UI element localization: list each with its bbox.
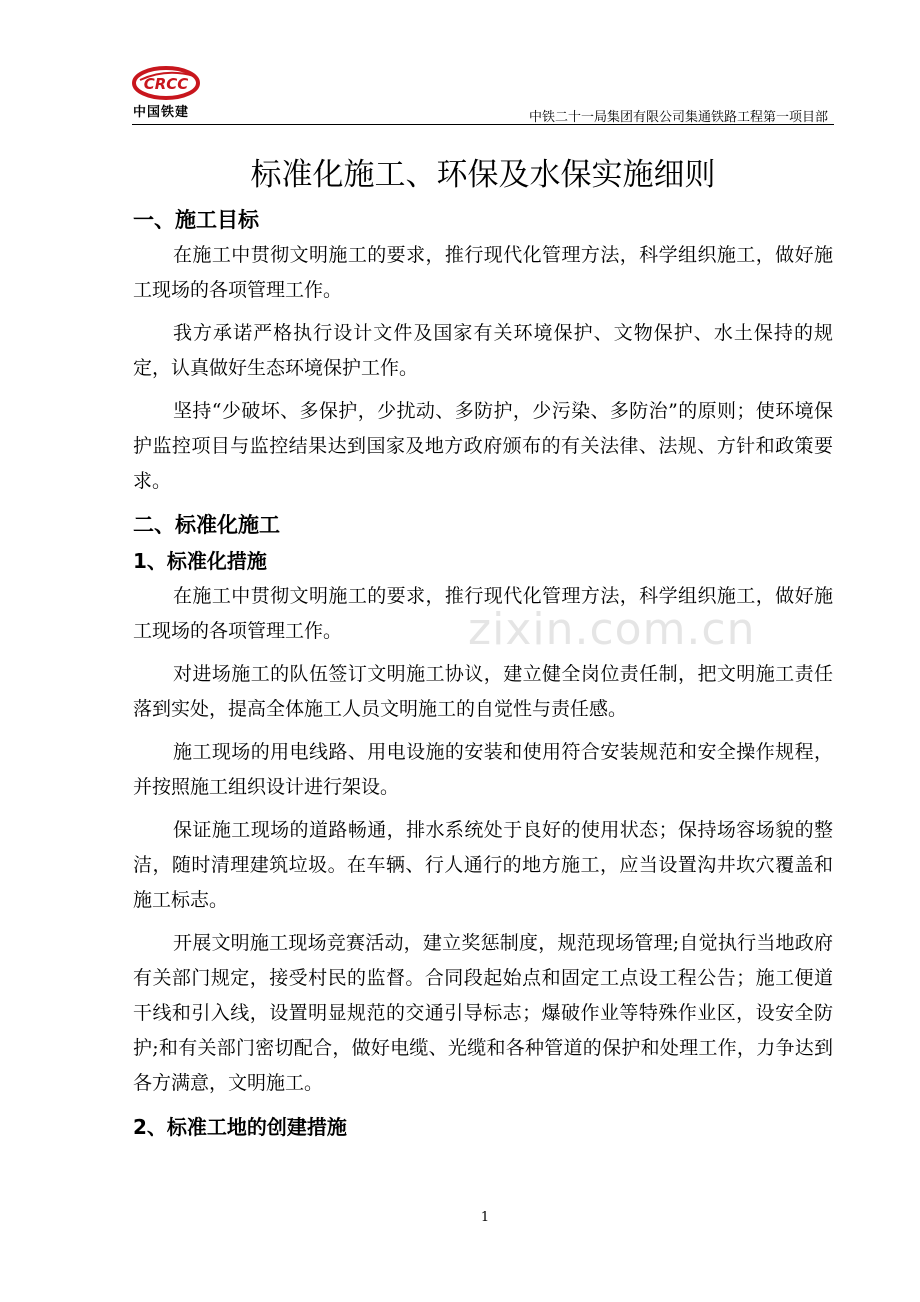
paragraph: 施工现场的用电线路、用电设施的安装和使用符合安装规范和安全操作规程，并按照施工组织设计进行架设。 [133, 741, 833, 798]
paragraph: 保证施工现场的道路畅通，排水系统处于良好的使用状态；保持场容场貌的整洁，随时清理建筑垃圾。在车辆、行人通行的地方施工，应当设置沟井坎穴覆盖和施工标志。 [133, 819, 833, 911]
page-number: 1 [480, 1210, 490, 1225]
header-rule [132, 124, 834, 125]
section-heading-1: 一、施工目标 [133, 208, 259, 232]
paragraph: 在施工中贯彻文明施工的要求，推行现代化管理方法，科学组织施工，做好施工现场的各项管理工作。 [133, 244, 833, 301]
header-organization: 中铁二十一局集团有限公司集通铁路工程第一项目部 [528, 110, 828, 125]
document-title: 标准化施工、环保及水保实施细则 [250, 157, 716, 193]
paragraph: 开展文明施工现场竞赛活动，建立奖惩制度，规范现场管理;自觉执行当地政府有关部门规定，接受村民的监督。合同段起始点和固定工点设工程公告；施工便道干线和引入线，设置明显规范的交通引导标志；爆破作业等特殊作业区，设安全防护;和有关部门密切配合，做好电缆、光缆和各种管道的保护和处理工作，力争达到各方满意，文明施工。 [133, 932, 833, 1094]
paragraph: 我方承诺严格执行设计文件及国家有关环境保护、文物保护、水土保持的规定，认真做好生态环境保护工作。 [133, 322, 833, 379]
paragraph: 在施工中贯彻文明施工的要求，推行现代化管理方法，科学组织施工，做好施工现场的各项管理工作。 [133, 585, 833, 642]
section-heading-2: 二、标准化施工 [133, 513, 280, 537]
watermark: zixin.com.cn [468, 604, 756, 655]
paragraph: 对进场施工的队伍签订文明施工协议，建立健全岗位责任制，把文明施工责任落到实处，提高全体施工人员文明施工的自觉性与责任感。 [133, 663, 833, 720]
logo-mark: CRCC [143, 75, 189, 93]
document-body [133, 150, 833, 1145]
paragraph: 坚持“少破坏、多保护，少扰动、多防护，少污染、多防治”的原则；使环境保护监控项目与监控结果达到国家及地方政府颁布的有关法律、法规、方针和政策要求。 [133, 400, 833, 492]
subsection-heading-2: 2、标准工地的创建措施 [133, 1115, 347, 1139]
logo-text: 中国铁建 [133, 105, 190, 120]
subsection-heading-1: 1、标准化措施 [133, 549, 267, 573]
